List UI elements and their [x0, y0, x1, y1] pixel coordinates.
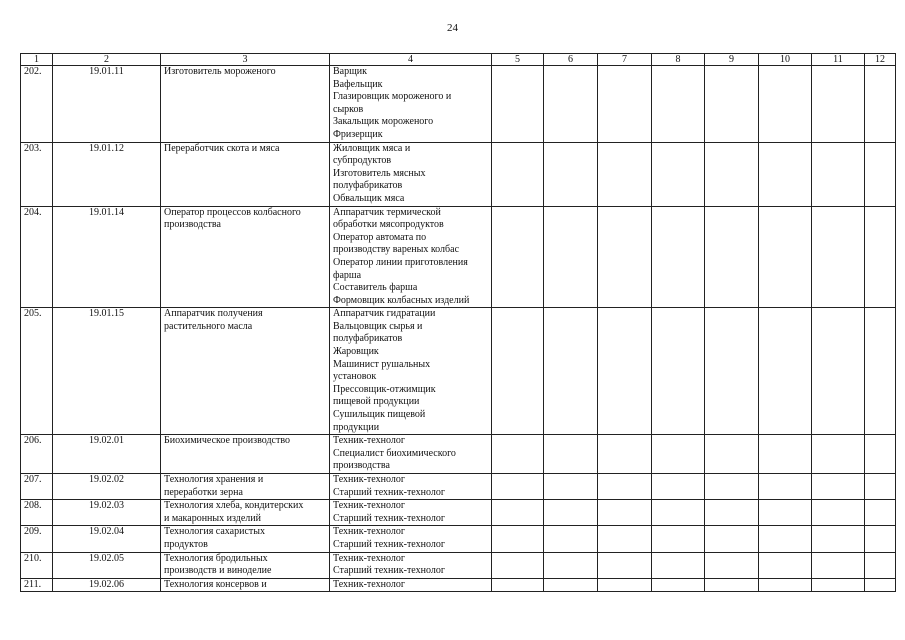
- specialty-name-line: переработки зерна: [164, 486, 243, 498]
- qualification-line: Вафельщик: [333, 78, 383, 90]
- qualification-item: [333, 409, 488, 434]
- empty-cell-col-5: [492, 308, 544, 435]
- qualification-line: Машинист рушальных: [333, 358, 431, 370]
- empty-cell-col-12: [865, 526, 896, 552]
- qualification-item: [333, 539, 488, 552]
- empty-cell-col-7: [598, 206, 652, 308]
- empty-cell-col-12: [865, 142, 896, 206]
- qualification-item: [333, 257, 488, 282]
- qualification-line: пищевой продукции: [333, 396, 420, 408]
- qualification-line: Старший техник-технолог: [333, 538, 445, 550]
- qualification-line: Техник-технолог: [333, 578, 405, 590]
- qualification-item: [333, 79, 488, 92]
- qualification-list: [330, 142, 492, 206]
- specialty-name-line: Переработчик скота и мяса: [164, 142, 280, 154]
- empty-cell-col-9: [705, 474, 759, 500]
- column-header: 10: [759, 54, 812, 66]
- qualification-line: установок: [333, 371, 377, 383]
- qualification-line: Аппаратчик гидратации: [333, 308, 436, 320]
- qualification-line: Закальщик мороженого: [333, 116, 434, 128]
- specialty-name-line: Технология консервов и: [164, 578, 267, 590]
- specialty-name-line: Технология сахаристых: [164, 526, 265, 538]
- qualification-item: [333, 91, 488, 116]
- specialty-code: 19.02.02: [53, 474, 161, 500]
- qualification-line: полуфабрикатов: [333, 180, 403, 192]
- qualification-line: Сушильщик пищевой: [333, 409, 426, 421]
- empty-cell-col-9: [705, 552, 759, 578]
- qualification-item: [333, 513, 488, 526]
- empty-cell-col-10: [759, 526, 812, 552]
- empty-cell-col-9: [705, 142, 759, 206]
- table-row: [21, 308, 896, 435]
- specialty-name-line: производств и виноделие: [164, 565, 272, 577]
- qualification-list: [330, 552, 492, 578]
- qualification-list: [330, 435, 492, 474]
- empty-cell-col-7: [598, 552, 652, 578]
- empty-cell-col-6: [544, 435, 598, 474]
- register-table: [20, 53, 896, 592]
- empty-cell-col-5: [492, 526, 544, 552]
- empty-cell-col-7: [598, 142, 652, 206]
- qualification-line: Старший техник-технолог: [333, 512, 445, 524]
- empty-cell-col-6: [544, 578, 598, 592]
- qualification-line: полуфабрикатов: [333, 333, 403, 345]
- qualification-item: [333, 295, 488, 308]
- column-header: 11: [812, 54, 865, 66]
- qualification-line: Обвальщик мяса: [333, 192, 405, 204]
- qualification-line: Аппаратчик термической: [333, 206, 441, 218]
- empty-cell-col-11: [812, 142, 865, 206]
- empty-cell-col-11: [812, 206, 865, 308]
- empty-cell-col-12: [865, 474, 896, 500]
- qualification-line: Специалист биохимического: [333, 447, 456, 459]
- qualification-line: производства: [333, 460, 390, 472]
- row-number: 206.: [21, 435, 53, 474]
- empty-cell-col-8: [652, 66, 705, 143]
- empty-cell-col-9: [705, 578, 759, 592]
- column-header: 9: [705, 54, 759, 66]
- table-row: [21, 206, 896, 308]
- empty-cell-col-6: [544, 206, 598, 308]
- empty-cell-col-8: [652, 308, 705, 435]
- specialty-code: 19.02.04: [53, 526, 161, 552]
- specialty-name: [161, 500, 330, 526]
- specialty-name: [161, 474, 330, 500]
- row-number: 202.: [21, 66, 53, 143]
- specialty-code: 19.01.11: [53, 66, 161, 143]
- empty-cell-col-12: [865, 308, 896, 435]
- qualification-item: [333, 232, 488, 257]
- empty-cell-col-7: [598, 435, 652, 474]
- empty-cell-col-5: [492, 500, 544, 526]
- qualification-item: [333, 282, 488, 295]
- empty-cell-col-9: [705, 66, 759, 143]
- specialty-name-line: Технология хранения и: [164, 474, 264, 485]
- qualification-item: [333, 116, 488, 129]
- column-header: 6: [544, 54, 598, 66]
- empty-cell-col-8: [652, 435, 705, 474]
- qualification-item: [333, 207, 488, 232]
- qualification-line: Техник-технолог: [333, 435, 405, 447]
- empty-cell-col-6: [544, 308, 598, 435]
- empty-cell-col-6: [544, 66, 598, 143]
- qualification-item: [333, 359, 488, 384]
- qualification-item: [333, 565, 488, 578]
- row-number: 208.: [21, 500, 53, 526]
- row-number: 209.: [21, 526, 53, 552]
- qualification-item: [333, 321, 488, 346]
- row-number: 203.: [21, 142, 53, 206]
- specialty-code: 19.02.01: [53, 435, 161, 474]
- empty-cell-col-12: [865, 66, 896, 143]
- qualification-line: Техник-технолог: [333, 474, 405, 485]
- qualification-item: [333, 308, 488, 321]
- table-row: [21, 474, 896, 500]
- empty-cell-col-10: [759, 206, 812, 308]
- empty-cell-col-8: [652, 500, 705, 526]
- row-number: 210.: [21, 552, 53, 578]
- empty-cell-col-5: [492, 552, 544, 578]
- empty-cell-col-10: [759, 308, 812, 435]
- empty-cell-col-9: [705, 308, 759, 435]
- table-row: [21, 435, 896, 474]
- empty-cell-col-10: [759, 500, 812, 526]
- row-number: 205.: [21, 308, 53, 435]
- specialty-name: [161, 578, 330, 592]
- qualification-item: [333, 193, 488, 206]
- empty-cell-col-6: [544, 552, 598, 578]
- empty-cell-col-7: [598, 578, 652, 592]
- specialty-name: [161, 308, 330, 435]
- column-header: 4: [330, 54, 492, 66]
- empty-cell-col-8: [652, 552, 705, 578]
- table-row: [21, 578, 896, 592]
- empty-cell-col-8: [652, 526, 705, 552]
- qualification-line: Прессовщик-отжимщик: [333, 383, 436, 395]
- specialty-name-line: Аппаратчик получения: [164, 308, 263, 320]
- qualification-item: [333, 346, 488, 359]
- row-number: 211.: [21, 578, 53, 592]
- empty-cell-col-6: [544, 142, 598, 206]
- specialty-code: 19.02.05: [53, 552, 161, 578]
- row-number: 204.: [21, 206, 53, 308]
- empty-cell-col-12: [865, 435, 896, 474]
- specialty-code: 19.02.06: [53, 578, 161, 592]
- table-row: [21, 66, 896, 143]
- empty-cell-col-6: [544, 526, 598, 552]
- specialty-name: [161, 526, 330, 552]
- qualification-line: Глазировщик мороженого и: [333, 91, 452, 103]
- qualification-line: Изготовитель мясных: [333, 167, 426, 179]
- specialty-name: [161, 206, 330, 308]
- qualification-line: продукции: [333, 421, 380, 433]
- specialty-name-line: Биохимическое производство: [164, 435, 291, 447]
- qualification-line: Техник-технолог: [333, 500, 405, 512]
- qualification-line: субпродуктов: [333, 155, 392, 167]
- empty-cell-col-7: [598, 474, 652, 500]
- column-header: 5: [492, 54, 544, 66]
- empty-cell-col-8: [652, 474, 705, 500]
- specialty-name-line: и макаронных изделий: [164, 512, 261, 524]
- qualification-item: [333, 553, 488, 566]
- empty-cell-col-12: [865, 206, 896, 308]
- specialty-name-line: производства: [164, 219, 221, 231]
- qualification-line: Старший техник-технолог: [333, 486, 445, 498]
- qualification-line: Оператор линии приготовления: [333, 256, 468, 268]
- qualification-line: сырков: [333, 103, 364, 115]
- empty-cell-col-9: [705, 435, 759, 474]
- table-row: [21, 552, 896, 578]
- specialty-name-line: Технология бродильных: [164, 552, 268, 564]
- specialty-name-line: растительного масла: [164, 320, 253, 332]
- empty-cell-col-10: [759, 474, 812, 500]
- qualification-line: Техник-технолог: [333, 526, 405, 538]
- table-row: [21, 526, 896, 552]
- qualification-line: Жаровщик: [333, 346, 379, 358]
- qualification-list: [330, 578, 492, 592]
- qualification-list: [330, 526, 492, 552]
- specialty-code: 19.01.15: [53, 308, 161, 435]
- qualification-list: [330, 206, 492, 308]
- empty-cell-col-9: [705, 206, 759, 308]
- column-header: 12: [865, 54, 896, 66]
- qualification-item: [333, 143, 488, 168]
- qualification-item: [333, 66, 488, 79]
- qualification-item: [333, 435, 488, 448]
- empty-cell-col-12: [865, 552, 896, 578]
- qualification-line: Формовщик колбасных изделий: [333, 294, 470, 306]
- empty-cell-col-11: [812, 500, 865, 526]
- qualification-list: [330, 474, 492, 500]
- specialty-name-line: продуктов: [164, 538, 208, 550]
- empty-cell-col-5: [492, 66, 544, 143]
- page-number: 24: [447, 22, 458, 34]
- qualification-line: производству вареных колбас: [333, 244, 460, 256]
- empty-cell-col-12: [865, 578, 896, 592]
- qualification-item: [333, 526, 488, 539]
- empty-cell-col-7: [598, 526, 652, 552]
- empty-cell-col-5: [492, 142, 544, 206]
- empty-cell-col-5: [492, 474, 544, 500]
- specialty-name: [161, 435, 330, 474]
- empty-cell-col-7: [598, 308, 652, 435]
- empty-cell-col-6: [544, 474, 598, 500]
- qualification-item: [333, 129, 488, 142]
- empty-cell-col-10: [759, 66, 812, 143]
- empty-cell-col-10: [759, 578, 812, 592]
- empty-cell-col-11: [812, 308, 865, 435]
- specialty-code: 19.02.03: [53, 500, 161, 526]
- qualification-line: Составитель фарша: [333, 282, 418, 294]
- specialty-code: 19.01.14: [53, 206, 161, 308]
- empty-cell-col-9: [705, 526, 759, 552]
- empty-cell-col-5: [492, 578, 544, 592]
- qualification-line: Варщик: [333, 66, 368, 77]
- qualification-item: [333, 448, 488, 473]
- qualification-line: фарша: [333, 269, 362, 281]
- empty-cell-col-11: [812, 435, 865, 474]
- qualification-list: [330, 308, 492, 435]
- qualification-item: [333, 579, 488, 592]
- specialty-name-line: Изготовитель мороженого: [164, 66, 276, 77]
- empty-cell-col-5: [492, 206, 544, 308]
- empty-cell-col-9: [705, 500, 759, 526]
- empty-cell-col-11: [812, 66, 865, 143]
- qualification-line: Старший техник-технолог: [333, 565, 445, 577]
- empty-cell-col-8: [652, 578, 705, 592]
- empty-cell-col-10: [759, 552, 812, 578]
- empty-cell-col-10: [759, 435, 812, 474]
- empty-cell-col-5: [492, 435, 544, 474]
- header-row: [21, 54, 896, 66]
- empty-cell-col-11: [812, 552, 865, 578]
- qualification-item: [333, 487, 488, 500]
- empty-cell-col-10: [759, 142, 812, 206]
- specialty-name: [161, 142, 330, 206]
- specialty-name-line: Технология хлеба, кондитерских: [164, 500, 304, 512]
- qualification-line: Техник-технолог: [333, 552, 405, 564]
- qualification-item: [333, 384, 488, 409]
- empty-cell-col-8: [652, 206, 705, 308]
- empty-cell-col-7: [598, 66, 652, 143]
- table-body: [21, 66, 896, 592]
- empty-cell-col-11: [812, 474, 865, 500]
- specialty-code: 19.01.12: [53, 142, 161, 206]
- qualification-line: обработки мясопродуктов: [333, 219, 444, 231]
- column-header: 7: [598, 54, 652, 66]
- empty-cell-col-11: [812, 578, 865, 592]
- column-header: 2: [53, 54, 161, 66]
- empty-cell-col-8: [652, 142, 705, 206]
- qualification-list: [330, 66, 492, 143]
- empty-cell-col-12: [865, 500, 896, 526]
- qualification-list: [330, 500, 492, 526]
- specialty-name: [161, 66, 330, 143]
- column-header: 1: [21, 54, 53, 66]
- specialty-name-line: Оператор процессов колбасного: [164, 206, 301, 218]
- qualification-item: [333, 474, 488, 487]
- column-header: 3: [161, 54, 330, 66]
- empty-cell-col-6: [544, 500, 598, 526]
- column-header: 8: [652, 54, 705, 66]
- qualification-line: Жиловщик мяса и: [333, 142, 411, 154]
- table-row: [21, 142, 896, 206]
- qualification-line: Оператор автомата по: [333, 231, 427, 243]
- empty-cell-col-11: [812, 526, 865, 552]
- row-number: 207.: [21, 474, 53, 500]
- qualification-item: [333, 500, 488, 513]
- qualification-line: Вальцовщик сырья и: [333, 320, 423, 332]
- qualification-line: Фризерщик: [333, 128, 383, 140]
- qualification-item: [333, 168, 488, 193]
- empty-cell-col-7: [598, 500, 652, 526]
- specialty-name: [161, 552, 330, 578]
- table-row: [21, 500, 896, 526]
